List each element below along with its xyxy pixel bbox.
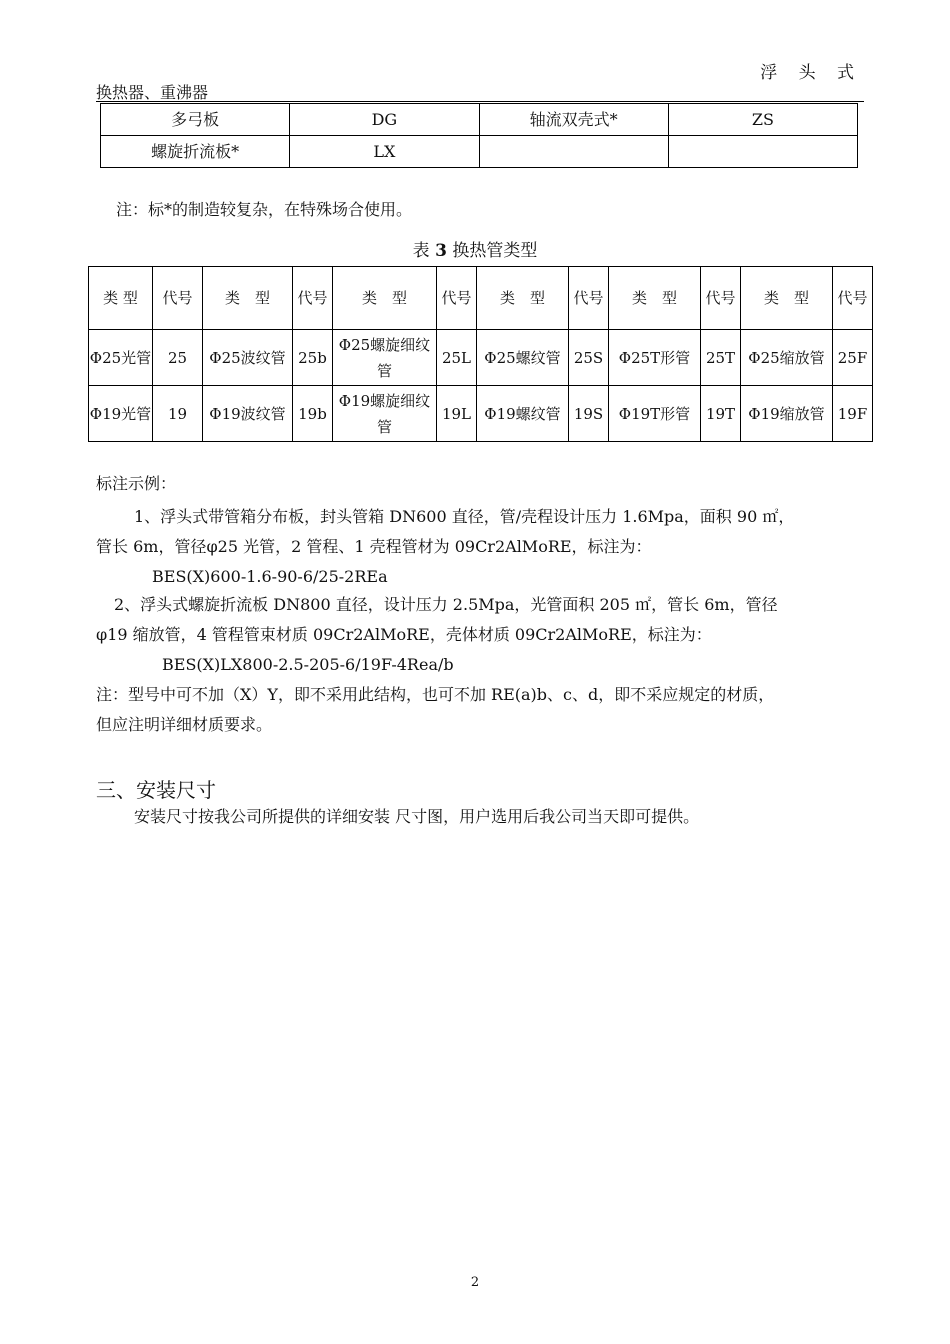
- table-cell: [479, 136, 668, 168]
- caption-prefix: 表: [412, 241, 430, 261]
- table-row: [101, 136, 858, 168]
- example2-line1: 2、浮头式螺旋折流板 DN800 直径，设计压力 2.5Mpa，光管面积 205 ㎡，管长 6m，管径: [114, 595, 778, 614]
- header-cell: 代号: [153, 267, 203, 330]
- table-cell: 19: [153, 386, 203, 442]
- table-cell: Φ25光管: [89, 330, 153, 386]
- table-cell: 25: [153, 330, 203, 386]
- example1-code: BES(X)600-1.6-90-6/25-2REa: [152, 567, 388, 586]
- header-cell: 类 型: [333, 267, 437, 330]
- examples-title: 标注示例：: [96, 474, 177, 493]
- table-cell: 25F: [833, 330, 873, 386]
- table-cell: Φ25波纹管: [203, 330, 293, 386]
- table-cell: Φ19螺旋细纹管: [333, 386, 437, 442]
- header-left: 换热器、重沸器: [96, 83, 209, 102]
- page-number: 2: [470, 1275, 480, 1290]
- table-cell: 19S: [569, 386, 609, 442]
- section-title: 三、安装尺寸: [96, 778, 216, 802]
- example2-code: BES(X)LX800-2.5-205-6/19F-4Rea/b: [162, 655, 454, 674]
- example1-line1: 1、浮头式带管箱分布板，封头管箱 DN600 直径，管/壳程设计压力 1.6Mpa，面积 90 ㎡，: [134, 507, 795, 526]
- header-rule: [96, 101, 864, 102]
- header-cell: 类 型: [89, 267, 153, 330]
- header-cell: 代号: [833, 267, 873, 330]
- baffle-type-table: [100, 103, 858, 168]
- header-cell: 代号: [293, 267, 333, 330]
- table-cell: Φ25螺纹管: [477, 330, 569, 386]
- caption-number: 3: [435, 241, 447, 261]
- table-cell: 25b: [293, 330, 333, 386]
- table-cell: 25S: [569, 330, 609, 386]
- table-cell: 25L: [437, 330, 477, 386]
- header-cell: 类 型: [741, 267, 833, 330]
- table-row: [89, 386, 873, 442]
- header-cell: 代号: [437, 267, 477, 330]
- header-cell: 类 型: [609, 267, 701, 330]
- table-cell: Φ25缩放管: [741, 330, 833, 386]
- table-cell: Φ25T形管: [609, 330, 701, 386]
- table-row: [89, 330, 873, 386]
- header-cell: 类 型: [477, 267, 569, 330]
- table-cell: [668, 136, 857, 168]
- table-cell: Φ19缩放管: [741, 386, 833, 442]
- table-cell: Φ25螺旋细纹管: [333, 330, 437, 386]
- table-cell: ZS: [668, 104, 857, 136]
- table-cell: Φ19T形管: [609, 386, 701, 442]
- model-note-line2: 但应注明详细材质要求。: [96, 715, 273, 734]
- example1-line2: 管长 6m，管径φ25 光管，2 管程、1 壳程管材为 09Cr2AlMoRE，标注为：: [96, 537, 652, 556]
- table3-caption: [0, 236, 950, 261]
- table1-note: 注：标*的制造较复杂，在特殊场合使用。: [116, 200, 413, 219]
- table-cell: 19F: [833, 386, 873, 442]
- model-note-line1: 注：型号中可不加（X）Y，即不采用此结构，也可不加 RE(a)b、c、d，即不采应规定的材质，: [96, 685, 775, 704]
- table-cell: Φ19波纹管: [203, 386, 293, 442]
- table-cell: 轴流双壳式*: [479, 104, 668, 136]
- header-cell: 类 型: [203, 267, 293, 330]
- table-cell: Φ19光管: [89, 386, 153, 442]
- table-row: [101, 104, 858, 136]
- table-cell: Φ19螺纹管: [477, 386, 569, 442]
- header-right: 浮 头 式: [760, 63, 862, 83]
- tube-type-table: [88, 266, 873, 442]
- table-cell: 19b: [293, 386, 333, 442]
- table-cell: DG: [290, 104, 479, 136]
- table-cell: 多弓板: [101, 104, 290, 136]
- example2-line2: φ19 缩放管，4 管程管束材质 09Cr2AlMoRE，壳体材质 09Cr2AlMoRE，标注为：: [96, 625, 712, 644]
- header-cell: 代号: [701, 267, 741, 330]
- caption-text: 换热管类型: [452, 241, 538, 261]
- table-cell: 螺旋折流板*: [101, 136, 290, 168]
- header-cell: 代号: [569, 267, 609, 330]
- table-cell: 19T: [701, 386, 741, 442]
- table-cell: 25T: [701, 330, 741, 386]
- section-text: 安装尺寸按我公司所提供的详细安装 尺寸图，用户选用后我公司当天即可提供。: [134, 807, 700, 826]
- table-cell: LX: [290, 136, 479, 168]
- table-header-row: [89, 267, 873, 330]
- table-cell: 19L: [437, 386, 477, 442]
